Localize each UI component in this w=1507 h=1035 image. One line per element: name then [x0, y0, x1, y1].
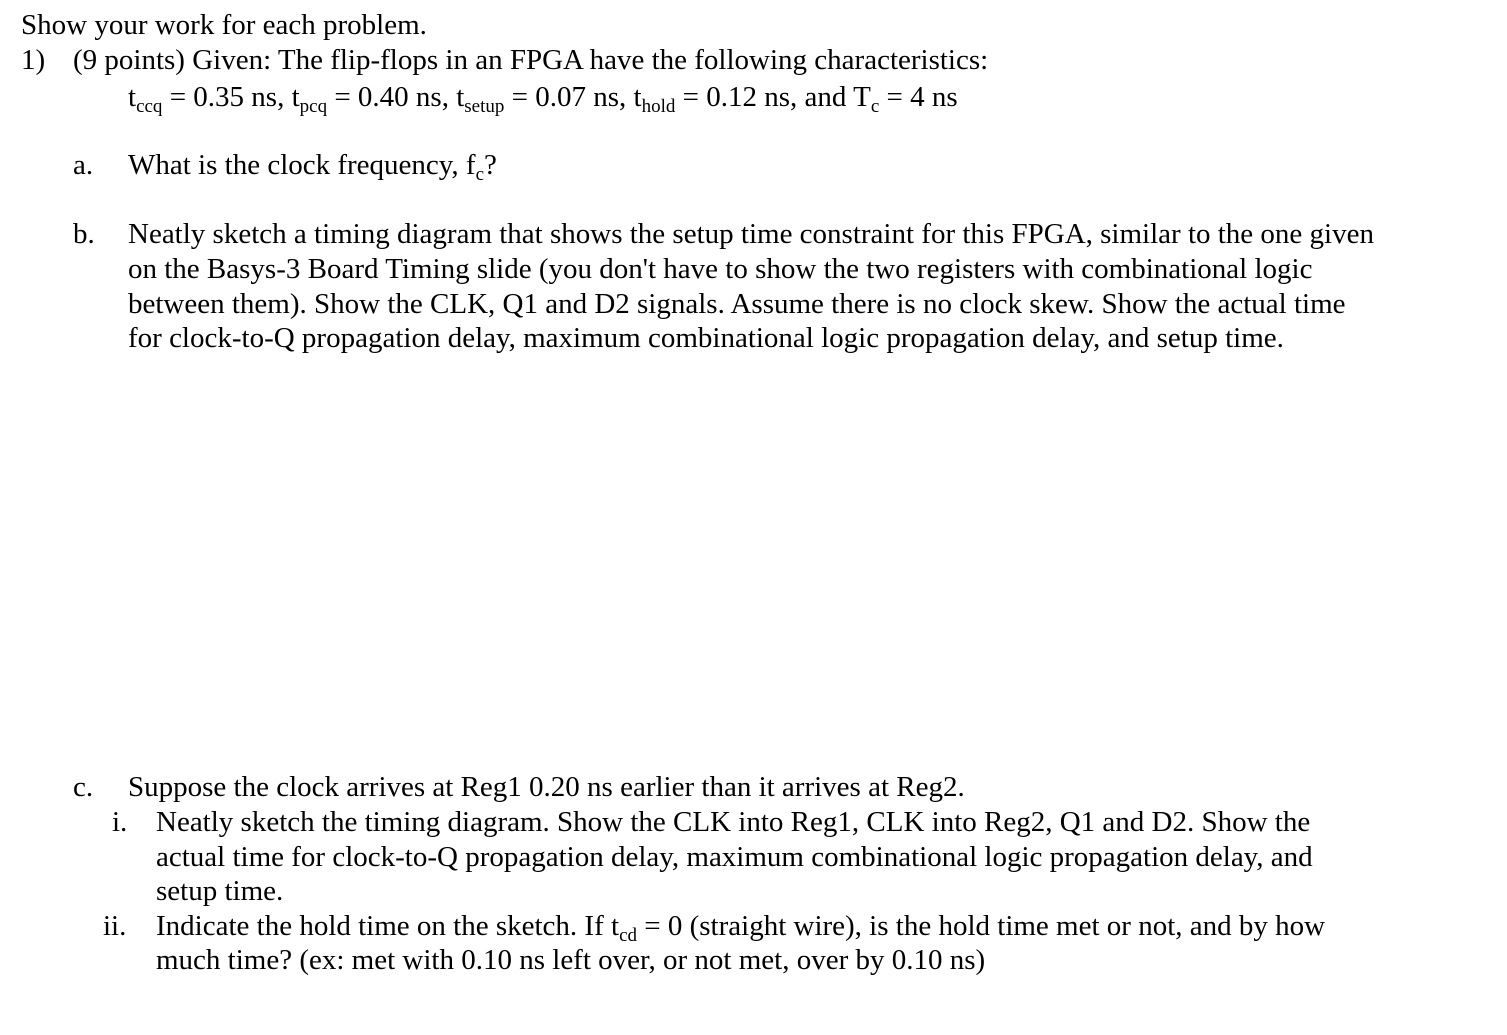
part-c-i-line: actual time for clock-to-Q propagation delay, maximum combinational logic propagation delay, and — [156, 841, 1313, 873]
part-c-statement: Suppose the clock arrives at Reg1 0.20 ns earlier than it arrives at Reg2. — [128, 771, 965, 803]
part-a-question: What is the clock frequency, $f_c$? — [128, 149, 497, 185]
part-c-label: c. — [73, 771, 94, 803]
part-a-label: a. — [73, 149, 94, 181]
part-b-label: b. — [73, 218, 95, 250]
part-c-i-line: Neatly sketch the timing diagram. Show the CLK into Reg1, CLK into Reg2, Q1 and D2. Show the — [156, 806, 1311, 838]
part-c-i-line: setup time. — [156, 875, 284, 907]
part-c-i-label: i. — [112, 806, 128, 838]
problem-number: 1) — [21, 44, 46, 76]
problem-statement: (9 points) Given: The flip-flops in an FPGA have the following characteristics: — [73, 44, 989, 76]
part-b-line: between them). Show the CLK, Q1 and D2 signals. Assume there is no clock skew. Show the actual time — [128, 288, 1346, 320]
part-b-line: Neatly sketch a timing diagram that shows the setup time constraint for this FPGA, similar to the one given — [128, 218, 1374, 250]
part-b-line: for clock-to-Q propagation delay, maximum combinational logic propagation delay, and setup time. — [128, 322, 1284, 354]
part-c-ii-label: ii. — [103, 910, 127, 942]
part-c-ii-line: Indicate the hold time on the sketch. If $t_{cd} = 0$ (straight wire), is the hold time met or not, and by how — [156, 910, 1326, 946]
part-b-line: on the Basys-3 Board Timing slide (you don't have to show the two registers with combinational logic — [128, 253, 1313, 285]
instructions: Show your work for each problem. — [21, 9, 427, 41]
part-c-ii-line: much time? (ex: met with 0.10 ns left over, or not met, over by 0.10 ns) — [156, 944, 986, 976]
flip-flop-parameters: $t_{ccq} = 0.35$ ns, $t_{pcq} = 0.40$ ns, $t_{setup} = 0.07$ ns, $t_{hold} = 0.12$ ns, and $T_c = 4$ ns — [128, 81, 958, 117]
